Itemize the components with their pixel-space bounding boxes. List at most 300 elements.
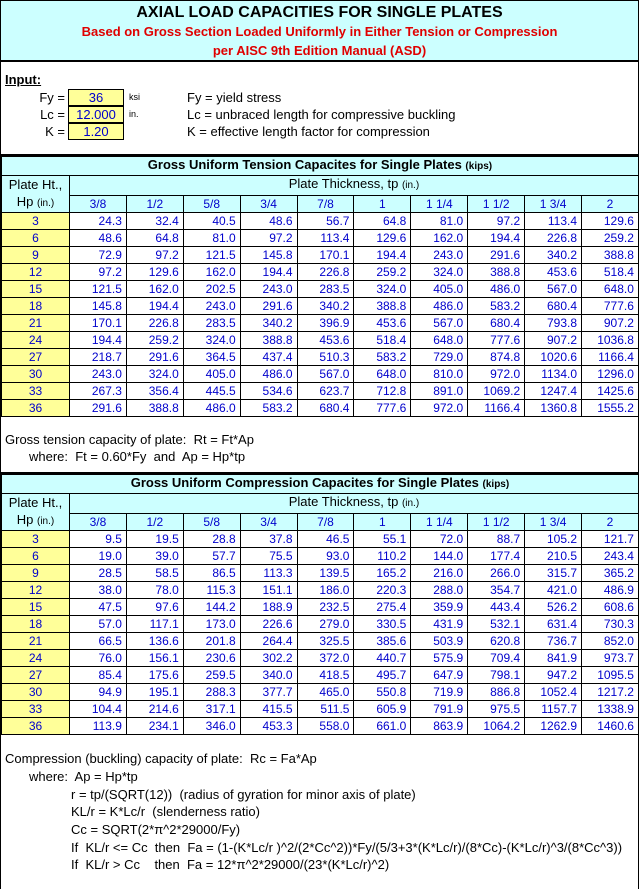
capacity-cell: 194.4 — [70, 332, 127, 349]
capacity-cell: 1555.2 — [582, 400, 639, 417]
tension-notes — [1, 417, 638, 472]
capacity-cell: 340.2 — [525, 247, 582, 264]
plate-ht-label: Plate Ht., — [8, 495, 63, 510]
hp-label-line — [2, 511, 69, 530]
capacity-cell: 9.5 — [70, 531, 127, 548]
capacity-cell: 418.5 — [297, 667, 354, 684]
compression-note-2: where: Ap = Hp*tp — [29, 769, 138, 784]
capacity-cell: 346.0 — [183, 718, 240, 735]
capacity-cell: 648.0 — [582, 281, 639, 298]
capacity-cell: 680.4 — [525, 298, 582, 315]
input-title: Input: — [5, 72, 42, 87]
capacity-cell: 121.5 — [183, 247, 240, 264]
capacity-cell: 104.4 — [70, 701, 127, 718]
capacity-cell: 526.2 — [525, 599, 582, 616]
capacity-cell: 972.0 — [468, 366, 525, 383]
tension-table — [1, 156, 639, 417]
capacity-cell: 729.0 — [411, 349, 468, 366]
capacity-cell: 275.4 — [354, 599, 411, 616]
capacity-cell: 777.6 — [468, 332, 525, 349]
capacity-cell: 19.5 — [126, 531, 183, 548]
capacity-cell: 64.8 — [354, 213, 411, 230]
capacity-cell: 129.6 — [582, 213, 639, 230]
capacity-cell: 243.0 — [183, 298, 240, 315]
capacity-cell: 364.5 — [183, 349, 240, 366]
capacity-cell: 267.3 — [70, 383, 127, 400]
table-row — [2, 213, 639, 230]
capacity-cell: 48.6 — [240, 213, 297, 230]
table-row — [2, 230, 639, 247]
table-row — [2, 684, 639, 701]
capacity-cell: 324.0 — [354, 281, 411, 298]
capacity-cell: 230.6 — [183, 650, 240, 667]
input-row-lc — [1, 106, 639, 123]
capacity-cell: 623.7 — [297, 383, 354, 400]
header-row — [2, 176, 639, 196]
capacity-cell: 24.3 — [70, 213, 127, 230]
lc-input[interactable]: 12.000 — [68, 106, 124, 123]
capacity-cell: 947.2 — [525, 667, 582, 684]
lc-label: Lc = — [40, 107, 65, 122]
thickness-header: 1/2 — [126, 513, 183, 530]
capacity-cell: 220.3 — [354, 582, 411, 599]
capacity-cell: 156.1 — [126, 650, 183, 667]
capacity-cell: 170.1 — [297, 247, 354, 264]
capacity-cell: 680.4 — [297, 400, 354, 417]
capacity-cell: 388.8 — [582, 247, 639, 264]
capacity-cell: 113.3 — [240, 565, 297, 582]
capacity-cell: 356.4 — [126, 383, 183, 400]
capacity-cell: 631.4 — [525, 616, 582, 633]
capacity-cell: 972.0 — [411, 400, 468, 417]
thickness-header: 7/8 — [297, 195, 354, 212]
capacity-cell: 511.5 — [297, 701, 354, 718]
thickness-header: 2 — [582, 513, 639, 530]
capacity-cell: 388.8 — [240, 332, 297, 349]
capacity-cell: 170.1 — [70, 315, 127, 332]
capacity-cell: 1262.9 — [525, 718, 582, 735]
capacity-cell: 518.4 — [354, 332, 411, 349]
fy-input[interactable]: 36 — [68, 89, 124, 106]
plate-height-cell: 21 — [2, 633, 70, 650]
table-row — [2, 298, 639, 315]
compression-note-7: If KL/r > Cc then Fa = 12*π^2*29000/(23*(K*Lc/r)^2) — [71, 857, 390, 872]
table-row — [2, 349, 639, 366]
plate-height-cell: 15 — [2, 599, 70, 616]
capacity-cell: 78.0 — [126, 582, 183, 599]
capacity-cell: 47.5 — [70, 599, 127, 616]
plate-height-cell: 9 — [2, 247, 70, 264]
capacity-cell: 558.0 — [297, 718, 354, 735]
plate-height-cell: 33 — [2, 383, 70, 400]
capacity-cell: 210.5 — [525, 548, 582, 565]
plate-ht-label: Plate Ht., — [8, 177, 63, 192]
capacity-cell: 37.8 — [240, 531, 297, 548]
capacity-cell: 445.5 — [183, 383, 240, 400]
compression-notes — [1, 735, 638, 875]
capacity-cell: 291.6 — [468, 247, 525, 264]
capacity-cell: 793.8 — [525, 315, 582, 332]
table-title — [2, 475, 639, 494]
table-row — [2, 400, 639, 417]
plate-height-cell: 6 — [2, 230, 70, 247]
capacity-cell: 85.4 — [70, 667, 127, 684]
capacity-cell: 396.9 — [297, 315, 354, 332]
capacity-cell: 1360.8 — [525, 400, 582, 417]
input-row-k — [1, 123, 639, 140]
thickness-header: 2 — [582, 195, 639, 212]
capacity-cell: 117.1 — [126, 616, 183, 633]
capacity-cell: 415.5 — [240, 701, 297, 718]
capacity-cell: 453.6 — [525, 264, 582, 281]
capacity-cell: 32.4 — [126, 213, 183, 230]
compression-note-1: Compression (buckling) capacity of plate: Rc = Fa*Ap — [5, 751, 317, 766]
capacity-cell: 129.6 — [126, 264, 183, 281]
table-row — [2, 667, 639, 684]
capacity-cell: 226.8 — [525, 230, 582, 247]
capacity-cell: 302.2 — [240, 650, 297, 667]
hp-label: Hp — [16, 194, 34, 209]
capacity-cell: 777.6 — [354, 400, 411, 417]
header-row — [2, 494, 639, 514]
table-row — [2, 599, 639, 616]
capacity-cell: 1460.6 — [582, 718, 639, 735]
thickness-header: 1 — [354, 195, 411, 212]
header — [1, 0, 638, 62]
table-row — [2, 264, 639, 281]
table-title-row — [2, 475, 639, 494]
table-row — [2, 366, 639, 383]
table-row — [2, 701, 639, 718]
capacity-cell: 365.2 — [582, 565, 639, 582]
capacity-cell: 145.8 — [240, 247, 297, 264]
capacity-cell: 907.2 — [582, 315, 639, 332]
capacity-cell: 151.1 — [240, 582, 297, 599]
capacity-cell: 121.5 — [70, 281, 127, 298]
plate-height-cell: 27 — [2, 667, 70, 684]
capacity-cell: 405.0 — [411, 281, 468, 298]
k-description: K = effective length factor for compression — [187, 124, 430, 139]
capacity-cell: 232.5 — [297, 599, 354, 616]
capacity-cell: 354.7 — [468, 582, 525, 599]
capacity-cell: 437.4 — [240, 349, 297, 366]
thickness-header: 1 1/4 — [411, 195, 468, 212]
table-row — [2, 247, 639, 264]
capacity-cell: 388.8 — [354, 298, 411, 315]
capacity-cell: 291.6 — [240, 298, 297, 315]
capacity-cell: 440.7 — [354, 650, 411, 667]
capacity-cell: 216.0 — [411, 565, 468, 582]
thickness-header: 1 1/2 — [468, 513, 525, 530]
compression-table — [1, 474, 639, 735]
thickness-header: 1 1/4 — [411, 513, 468, 530]
plate-height-cell: 30 — [2, 366, 70, 383]
capacity-cell: 110.2 — [354, 548, 411, 565]
table-row — [2, 616, 639, 633]
capacity-cell: 243.4 — [582, 548, 639, 565]
capacity-cell: 121.7 — [582, 531, 639, 548]
capacity-cell: 243.0 — [411, 247, 468, 264]
capacity-cell: 1296.0 — [582, 366, 639, 383]
capacity-cell: 56.7 — [297, 213, 354, 230]
capacity-cell: 709.4 — [468, 650, 525, 667]
capacity-cell: 567.0 — [411, 315, 468, 332]
capacity-cell: 66.5 — [70, 633, 127, 650]
thickness-unit-label: (in.) — [401, 498, 420, 510]
capacity-cell: 1036.8 — [582, 332, 639, 349]
capacity-cell: 97.2 — [468, 213, 525, 230]
capacity-cell: 175.6 — [126, 667, 183, 684]
capacity-cell: 162.0 — [411, 230, 468, 247]
plate-height-cell: 18 — [2, 616, 70, 633]
lc-unit: in. — [129, 109, 139, 119]
capacity-cell: 1166.4 — [468, 400, 525, 417]
capacity-cell: 453.3 — [240, 718, 297, 735]
capacity-cell: 550.8 — [354, 684, 411, 701]
thickness-header: 1 3/4 — [525, 513, 582, 530]
capacity-cell: 359.9 — [411, 599, 468, 616]
plate-height-cell: 36 — [2, 400, 70, 417]
capacity-cell: 648.0 — [411, 332, 468, 349]
compression-note-3: r = tp/(SQRT(12)) (radius of gyration for minor axis of plate) — [71, 787, 416, 802]
plate-height-cell: 24 — [2, 332, 70, 349]
plate-thickness-label: Plate Thickness, tp — [288, 494, 399, 510]
capacity-cell: 226.8 — [126, 315, 183, 332]
capacity-cell: 283.5 — [183, 315, 240, 332]
capacity-cell: 486.0 — [411, 298, 468, 315]
capacity-cell: 791.9 — [411, 701, 468, 718]
capacity-cell: 532.1 — [468, 616, 525, 633]
capacity-cell: 495.7 — [354, 667, 411, 684]
capacity-cell: 388.8 — [468, 264, 525, 281]
capacity-cell: 288.0 — [411, 582, 468, 599]
fy-description: Fy = yield stress — [187, 90, 282, 105]
capacity-cell: 279.0 — [297, 616, 354, 633]
thickness-header: 1 — [354, 513, 411, 530]
capacity-cell: 1157.7 — [525, 701, 582, 718]
capacity-cell: 202.5 — [183, 281, 240, 298]
capacity-cell: 1134.0 — [525, 366, 582, 383]
capacity-cell: 510.3 — [297, 349, 354, 366]
hp-unit-label: (in.) — [37, 516, 55, 527]
capacity-cell: 113.9 — [70, 718, 127, 735]
capacity-cell: 421.0 — [525, 582, 582, 599]
capacity-cell: 907.2 — [525, 332, 582, 349]
capacity-cell: 324.0 — [411, 264, 468, 281]
capacity-cell: 465.0 — [297, 684, 354, 701]
capacity-cell: 288.3 — [183, 684, 240, 701]
capacity-cell: 1166.4 — [582, 349, 639, 366]
capacity-cell: 243.0 — [70, 366, 127, 383]
thickness-header: 5/8 — [183, 513, 240, 530]
plate-height-cell: 27 — [2, 349, 70, 366]
capacity-cell: 115.3 — [183, 582, 240, 599]
capacity-cell: 583.2 — [240, 400, 297, 417]
capacity-cell: 226.8 — [297, 264, 354, 281]
thickness-unit-label: (in.) — [401, 180, 420, 192]
plate-height-cell: 24 — [2, 650, 70, 667]
capacity-cell: 340.0 — [240, 667, 297, 684]
table-title-row — [2, 157, 639, 176]
capacity-cell: 453.6 — [354, 315, 411, 332]
tension-section — [1, 154, 638, 417]
capacity-cell: 1020.6 — [525, 349, 582, 366]
capacity-cell: 315.7 — [525, 565, 582, 582]
capacity-cell: 798.1 — [468, 667, 525, 684]
capacity-cell: 48.6 — [70, 230, 127, 247]
page-title: AXIAL LOAD CAPACITIES FOR SINGLE PLATES — [136, 4, 503, 21]
compression-note-6: If KL/r <= Cc then Fa = (1-(K*Lc/r )^2/(2*Cc^2))*Fy/(5/3+3*(K*Lc/r)/(8*Cc)-(K*Lc/r)^3/(8*Cc^3)) — [71, 840, 623, 855]
input-section — [1, 62, 638, 154]
plate-height-cell: 18 — [2, 298, 70, 315]
capacity-cell: 40.5 — [183, 213, 240, 230]
capacity-cell: 608.6 — [582, 599, 639, 616]
capacity-cell: 113.4 — [525, 213, 582, 230]
capacity-cell: 388.8 — [126, 400, 183, 417]
capacity-cell: 1338.9 — [582, 701, 639, 718]
capacity-cell: 324.0 — [183, 332, 240, 349]
table-title — [2, 157, 639, 176]
capacity-cell: 874.8 — [468, 349, 525, 366]
capacity-cell: 165.2 — [354, 565, 411, 582]
capacity-cell: 863.9 — [411, 718, 468, 735]
k-input[interactable]: 1.20 — [68, 123, 124, 140]
capacity-cell: 218.7 — [70, 349, 127, 366]
capacity-cell: 291.6 — [126, 349, 183, 366]
capacity-cell: 620.8 — [468, 633, 525, 650]
capacity-cell: 486.9 — [582, 582, 639, 599]
capacity-cell: 113.4 — [297, 230, 354, 247]
capacity-cell: 195.1 — [126, 684, 183, 701]
plate-height-cell: 12 — [2, 264, 70, 281]
capacity-cell: 453.6 — [297, 332, 354, 349]
thickness-header: 1/2 — [126, 195, 183, 212]
capacity-cell: 105.2 — [525, 531, 582, 548]
plate-height-cell: 3 — [2, 531, 70, 548]
compression-note-5: Cc = SQRT(2*π^2*29000/Fy) — [71, 822, 241, 837]
capacity-cell: 1052.4 — [525, 684, 582, 701]
capacity-cell: 330.5 — [354, 616, 411, 633]
capacity-cell: 340.2 — [297, 298, 354, 315]
capacity-cell: 81.0 — [411, 213, 468, 230]
plate-thickness-label: Plate Thickness, tp — [288, 176, 399, 192]
capacity-cell: 139.5 — [297, 565, 354, 582]
capacity-cell: 58.5 — [126, 565, 183, 582]
thickness-header: 5/8 — [183, 195, 240, 212]
capacity-cell: 975.5 — [468, 701, 525, 718]
capacity-cell: 28.8 — [183, 531, 240, 548]
capacity-cell: 162.0 — [126, 281, 183, 298]
plate-height-cell: 6 — [2, 548, 70, 565]
thickness-header: 7/8 — [297, 513, 354, 530]
capacity-cell: 57.0 — [70, 616, 127, 633]
capacity-cell: 583.2 — [468, 298, 525, 315]
capacity-cell: 72.9 — [70, 247, 127, 264]
capacity-cell: 97.6 — [126, 599, 183, 616]
capacity-cell: 503.9 — [411, 633, 468, 650]
table-row — [2, 383, 639, 400]
capacity-cell: 777.6 — [582, 298, 639, 315]
tension-note-2: where: Ft = 0.60*Fy and Ap = Hp*tp — [29, 449, 246, 464]
capacity-cell: 144.2 — [183, 599, 240, 616]
table-row — [2, 633, 639, 650]
capacity-cell: 129.6 — [354, 230, 411, 247]
capacity-cell: 534.6 — [240, 383, 297, 400]
plate-height-cell: 15 — [2, 281, 70, 298]
table-row — [2, 315, 639, 332]
capacity-cell: 648.0 — [354, 366, 411, 383]
table-row — [2, 548, 639, 565]
plate-height-cell: 12 — [2, 582, 70, 599]
table-row — [2, 332, 639, 349]
hp-label: Hp — [16, 512, 34, 527]
capacity-cell: 486.0 — [183, 400, 240, 417]
capacity-cell: 1425.6 — [582, 383, 639, 400]
capacity-cell: 372.0 — [297, 650, 354, 667]
capacity-cell: 605.9 — [354, 701, 411, 718]
capacity-cell: 518.4 — [582, 264, 639, 281]
capacity-cell: 39.0 — [126, 548, 183, 565]
plate-thickness-header — [70, 494, 639, 514]
capacity-cell: 264.4 — [240, 633, 297, 650]
subtitle-line-1: Based on Gross Section Loaded Uniformly in Either Tension or Compression — [81, 24, 558, 39]
hp-unit-label: (in.) — [37, 198, 55, 209]
capacity-cell: 57.7 — [183, 548, 240, 565]
capacity-cell: 76.0 — [70, 650, 127, 667]
capacity-cell: 259.5 — [183, 667, 240, 684]
capacity-cell: 38.0 — [70, 582, 127, 599]
capacity-cell: 325.5 — [297, 633, 354, 650]
table-row — [2, 582, 639, 599]
capacity-cell: 97.2 — [70, 264, 127, 281]
capacity-cell: 28.5 — [70, 565, 127, 582]
capacity-cell: 214.6 — [126, 701, 183, 718]
capacity-cell: 173.0 — [183, 616, 240, 633]
capacity-cell: 94.9 — [70, 684, 127, 701]
capacity-cell: 88.7 — [468, 531, 525, 548]
plate-height-header — [2, 494, 70, 531]
capacity-cell: 730.3 — [582, 616, 639, 633]
capacity-cell: 86.5 — [183, 565, 240, 582]
table-row — [2, 531, 639, 548]
capacity-cell: 886.8 — [468, 684, 525, 701]
lc-description: Lc = unbraced length for compressive buckling — [187, 107, 456, 122]
capacity-cell: 973.7 — [582, 650, 639, 667]
capacity-cell: 891.0 — [411, 383, 468, 400]
capacity-cell: 144.0 — [411, 548, 468, 565]
capacity-cell: 72.0 — [411, 531, 468, 548]
capacity-cell: 1217.2 — [582, 684, 639, 701]
capacity-cell: 291.6 — [70, 400, 127, 417]
compression-note-4: KL/r = K*Lc/r (slenderness ratio) — [71, 804, 260, 819]
plate-height-cell: 21 — [2, 315, 70, 332]
capacity-cell: 736.7 — [525, 633, 582, 650]
thickness-row — [2, 513, 639, 530]
fy-label: Fy = — [39, 90, 65, 105]
capacity-cell: 55.1 — [354, 531, 411, 548]
capacity-cell: 259.2 — [126, 332, 183, 349]
capacity-cell: 1069.2 — [468, 383, 525, 400]
capacity-cell: 680.4 — [468, 315, 525, 332]
capacity-cell: 46.5 — [297, 531, 354, 548]
capacity-cell: 201.8 — [183, 633, 240, 650]
capacity-cell: 19.0 — [70, 548, 127, 565]
capacity-cell: 194.4 — [126, 298, 183, 315]
capacity-cell: 712.8 — [354, 383, 411, 400]
capacity-cell: 852.0 — [582, 633, 639, 650]
capacity-cell: 194.4 — [468, 230, 525, 247]
capacity-cell: 1247.4 — [525, 383, 582, 400]
